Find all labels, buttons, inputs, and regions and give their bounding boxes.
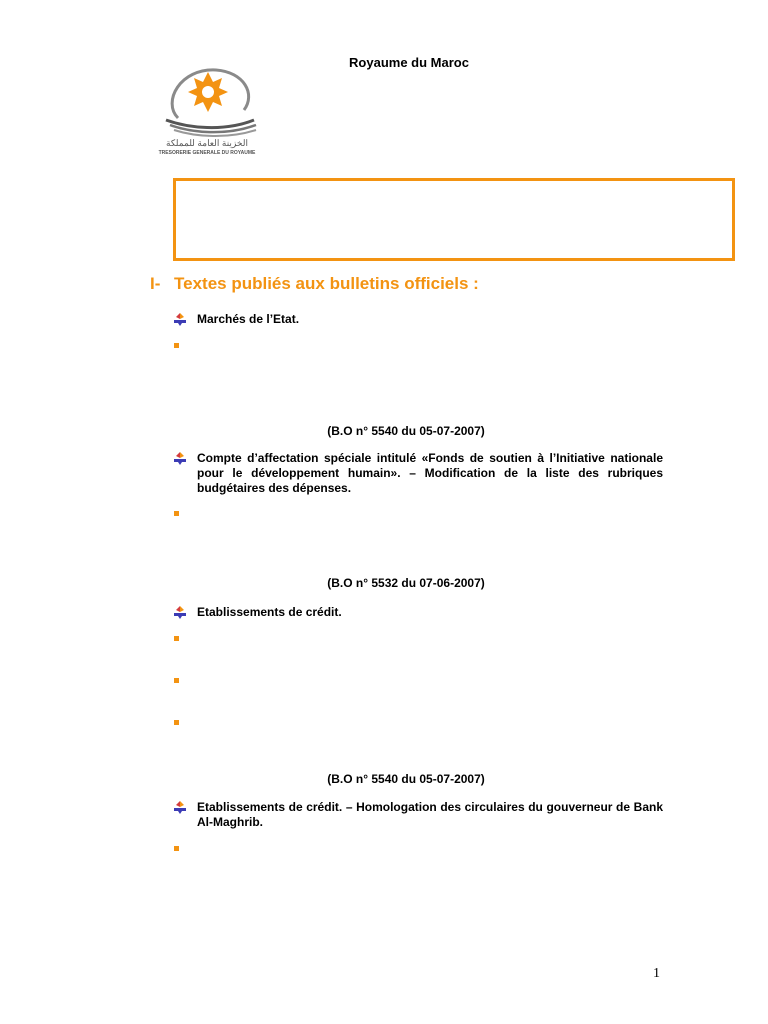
title-frame	[173, 178, 735, 261]
orange-square-bullet	[174, 511, 179, 516]
arrow-bullet-icon	[173, 312, 187, 326]
list-item-text: Etablissements de crédit.	[197, 605, 342, 619]
list-item-text: Etablissements de crédit. – Homologation des circulaires du gouverneur de Bank Al-Maghrib.	[197, 800, 663, 829]
logo-arabic-text: الخزينة العامة للمملكة	[166, 138, 248, 148]
orange-square-bullet	[174, 846, 179, 851]
section-number: I-	[150, 274, 161, 293]
page-header-title: Royaume du Maroc	[349, 55, 469, 70]
orange-square-bullet	[174, 343, 179, 348]
arrow-bullet-icon	[173, 605, 187, 619]
orange-square-bullet	[174, 678, 179, 683]
orange-square-bullet	[174, 720, 179, 725]
logo-latin-text: TRESORERIE GENERALE DU ROYAUME	[158, 150, 256, 156]
tgr-logo	[148, 62, 266, 160]
list-item	[173, 605, 663, 620]
orange-square-bullet	[174, 636, 179, 641]
section-heading	[150, 274, 479, 294]
bo-reference: (B.O n° 5540 du 05-07-2007)	[327, 424, 485, 438]
bo-reference: (B.O n° 5540 du 05-07-2007)	[327, 772, 485, 786]
list-item	[173, 312, 663, 327]
list-item-text: Marchés de l’Etat.	[197, 312, 300, 326]
arrow-bullet-icon	[173, 800, 187, 814]
arrow-bullet-icon	[173, 451, 187, 465]
section-title: Textes publiés aux bulletins officiels :	[174, 274, 479, 293]
list-item	[173, 451, 663, 496]
list-item-text: Compte d’affectation spéciale intitulé «Fonds de soutien à l’Initiative nationale pour le développement humain». – Modification de la liste des rubriques budgétaires des dépenses.	[197, 451, 663, 495]
bo-reference: (B.O n° 5532 du 07-06-2007)	[327, 576, 485, 590]
list-item	[173, 800, 663, 830]
page-number: 1	[653, 966, 660, 981]
